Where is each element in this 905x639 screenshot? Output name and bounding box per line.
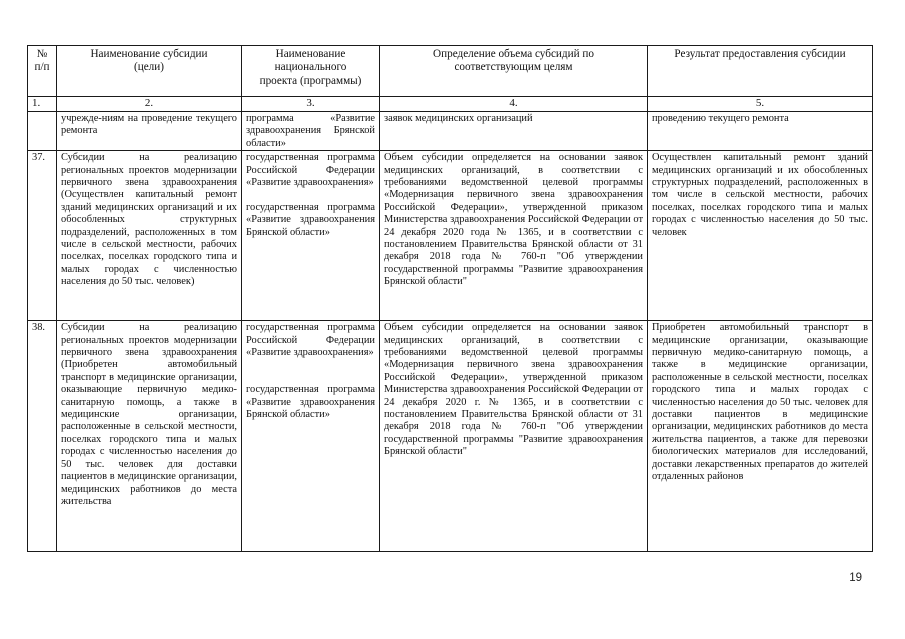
column-number-5: 5.	[648, 97, 873, 112]
subsidy-table	[27, 45, 873, 552]
header-number-text: № п/п	[34, 48, 50, 73]
header-volume-definition	[380, 46, 648, 97]
volume-definition-cell: Объем субсидии определяется на основании заявок медицинских организаций, в соответствии с требованиями ведомственной целевой программы «Модернизация первичного звена здравоохранения Российской Федерации», утвержденной приказом Министерства здравоохранения Российской Федерации от 24 декабря 2020 года № 1365, и в соответствии с постановлением Правительства Брянской области от 31 декабря 2018 года № 760-п "Об утверждении государственной программы "Развитие здравоохранения Брянской области"	[380, 151, 648, 321]
header-project-name-text: Наименование национального проекта (программы)	[259, 48, 362, 87]
federal-program-text: государственная программа Российской Федерации «Развитие здравоохранения»	[246, 322, 375, 359]
header-number	[28, 46, 57, 97]
spacer	[246, 372, 375, 384]
result-cell: Приобретен автомобильный транспорт в медицинские организации, оказывающие первичную медико-санитарную помощь, а также в медицинские организации, расположенные в сельской местности, поселках городского типа и малых городах с численностью населения до 50 тыс. человек для доставки пациентов в медицинские организации, медицинских работников до места жительства пациентов, а также для перевозки биологических материалов для исследований, доставки лекарственных препаратов до жителей отдаленных районов	[648, 321, 873, 552]
table-row	[28, 112, 873, 151]
row-number: 37.	[28, 151, 57, 321]
column-number-row	[28, 97, 873, 112]
project-name-cell	[242, 321, 380, 552]
result-cell: Осуществлен капитальный ремонт зданий медицинских организаций и их обособленных структурных подразделений, расположенных в том числе в сельской местности, рабочих поселках, поселках городского типа и малых городах с численностью населения до 50 тыс. человек	[648, 151, 873, 321]
page-number: 19	[849, 572, 862, 584]
volume-definition-cell: Объем субсидии определяется на основании заявок медицинских организаций, в соответствии с требованиями ведомственной целевой программы «Модернизация первичного звена здравоохранения Российской Федерации», утвержденной приказом Министерства здравоохранения Российской Федерации от 24 декабря 2020 г. № 1365, и в соответствии с постановлением Правительства Брянской области от 31 декабря 2018 года № 760-п "Об утверждении государственной программы "Развитие здравоохранения Брянской области"	[380, 321, 648, 552]
volume-definition-cell: заявок медицинских организаций	[380, 112, 648, 151]
project-name-cell	[242, 112, 380, 151]
column-number-1: 1.	[28, 97, 57, 112]
header-volume-definition-text: Определение объема субсидий по соответствующим целям	[433, 48, 594, 74]
header-subsidy-name	[57, 46, 242, 97]
row-number: 38.	[28, 321, 57, 552]
column-number-3: 3.	[242, 97, 380, 112]
result-cell: проведению текущего ремонта	[648, 112, 873, 151]
header-result-text: Результат предоставления субсидии	[674, 48, 846, 60]
header-subsidy-name-text: Наименование субсидии (цели)	[90, 48, 208, 74]
table-row	[28, 321, 873, 552]
spacer	[246, 189, 375, 201]
regional-program-text: государственная программа «Развитие здравоохранения Брянской области»	[246, 384, 375, 421]
row-number	[28, 112, 57, 151]
header-project-name	[242, 46, 380, 97]
table-header-row	[28, 46, 873, 97]
subsidy-name-cell: учрежде-ниям на проведение текущего ремонта	[57, 112, 242, 151]
column-number-4: 4.	[380, 97, 648, 112]
spacer	[246, 359, 375, 371]
table-row	[28, 151, 873, 321]
project-name-cell	[242, 151, 380, 321]
regional-program-text: государственная программа «Развитие здравоохранения Брянской области»	[246, 201, 375, 238]
column-number-2: 2.	[57, 97, 242, 112]
project-name-text: программа «Развитие здравоохранения Брянской области»	[246, 113, 375, 149]
subsidy-name-cell: Субсидии на реализацию региональных проектов модернизации первичного звена здравоохранения (Приобретен автомобильный транспорт в медицинские организации, оказывающие первичную медико-санитарную помощь, а также в медицинские организации, расположенные в сельской местности, поселках городского типа и малых городах с численностью населения до 50 тыс. человек для доставки пациентов в медицинские организации, медицинских работников до места жительства	[57, 321, 242, 552]
federal-program-text: государственная программа Российской Федерации «Развитие здравоохранения»	[246, 152, 375, 189]
subsidy-name-cell: Субсидии на реализацию региональных проектов модернизации первичного звена здравоохранения (Осуществлен капитальный ремонт зданий медицинских организаций и их обособленных структурных подразделений, расположенных в том числе в сельской местности, рабочих поселках, поселках городского типа и малых городах с численностью населения до 50 тыс. человек)	[57, 151, 242, 321]
header-result	[648, 46, 873, 97]
